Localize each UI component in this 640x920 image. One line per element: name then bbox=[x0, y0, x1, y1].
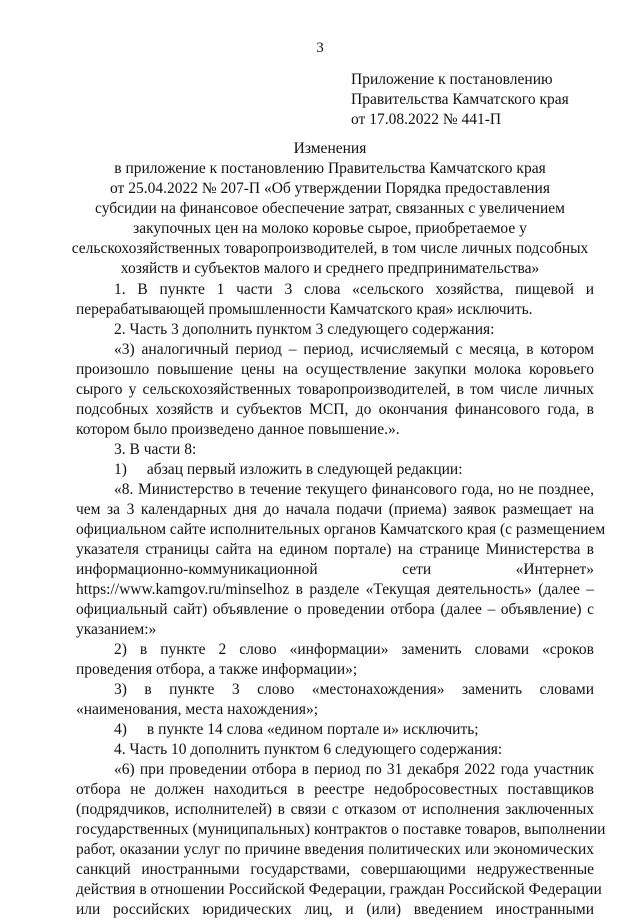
item-number: 1) bbox=[114, 461, 127, 478]
paragraph-11 bbox=[76, 760, 606, 920]
document-body bbox=[76, 280, 606, 920]
text-line: «6) при проведении отбора в период по 31 декабря 2022 года участник bbox=[114, 761, 594, 778]
text-line: котором было произведено данное повышение.». bbox=[76, 421, 400, 438]
text-line: работ, оказании услуг по причине введения политических или экономических bbox=[76, 841, 594, 858]
text-line: 3) в пункте 3 слово «местонахождения» заменить словами bbox=[114, 681, 594, 698]
appendix-line: от 17.08.2022 № 441-П bbox=[351, 111, 502, 128]
text-line: чем за 3 календарных дня до начала подачи (приема) заявок размещает на bbox=[76, 501, 594, 518]
text-line: государственных (муниципальных) контрактов о поставке товаров, выполнении bbox=[76, 821, 606, 838]
title-line: сельскохозяйственных товаропроизводителей, в том числе личных подсобных bbox=[71, 240, 589, 257]
paragraph-9 bbox=[76, 720, 594, 740]
paragraph-7 bbox=[76, 640, 594, 680]
text-line: 1. В пункте 1 части 3 слова «сельского хозяйства, пищевой и bbox=[114, 281, 594, 298]
paragraph-1 bbox=[76, 280, 594, 320]
text-line: сырого у сельскохозяйственных товаропроизводителей, в том числе личных bbox=[76, 381, 594, 398]
appendix-reference bbox=[351, 70, 631, 130]
text-line: 4. Часть 10 дополнить пунктом 6 следующего содержания: bbox=[114, 741, 503, 758]
text-line: информационно-коммуникационной сети «Интернет» bbox=[76, 561, 594, 578]
title-line: субсидии на финансовое обеспечение затрат, связанных с увеличением bbox=[95, 200, 565, 217]
title-line: хозяйств и субъектов малого и среднего предпринимательства» bbox=[120, 260, 540, 277]
text-line: подсобных хозяйств и субъектов МСП, до окончания финансового года, в bbox=[76, 401, 594, 418]
appendix-line: Приложение к постановлению bbox=[351, 71, 553, 88]
text-line: (подрядчиков, исполнителей) в связи с отказом от исполнения заключенных bbox=[76, 801, 594, 818]
paragraph-8 bbox=[76, 680, 594, 720]
paragraph-2 bbox=[76, 320, 594, 340]
document-title bbox=[60, 139, 600, 279]
text-line: проведения отбора, а также информации»; bbox=[76, 661, 358, 678]
title-heading: Изменения bbox=[293, 140, 367, 157]
text-line: указателя страницы сайта на едином портале) на странице Министерства в bbox=[76, 541, 594, 558]
title-line: в приложение к постановлению Правительства Камчатского края bbox=[114, 160, 546, 177]
text-line: 2. Часть 3 дополнить пунктом 3 следующего содержания: bbox=[114, 321, 495, 338]
page-number: 3 bbox=[316, 40, 324, 56]
title-line: закупочных цен на молоко коровье сырое, приобретаемое у bbox=[133, 220, 527, 237]
text-line: отбора не должен находиться в реестре недобросовестных поставщиков bbox=[76, 781, 594, 798]
paragraph-6 bbox=[76, 480, 606, 640]
text-line: указанием:» bbox=[76, 621, 157, 638]
text-line: официальном сайте исполнительных органов Камчатского края (с размещением bbox=[76, 521, 606, 538]
title-line: от 25.04.2022 № 207-П «Об утверждении Порядка предоставления bbox=[110, 180, 550, 197]
text-line: «наименования, места нахождения»; bbox=[76, 701, 319, 718]
text-line: перерабатывающей промышленности Камчатского края» исключить. bbox=[76, 301, 533, 318]
item-number: 4) bbox=[114, 721, 127, 738]
text-line: 3. В части 8: bbox=[114, 441, 197, 458]
text-line: или российских юридических лиц, и (или) введением иностранными bbox=[76, 901, 594, 918]
appendix-line: Правительства Камчатского края bbox=[351, 91, 569, 108]
paragraph-3 bbox=[76, 340, 594, 440]
text-line: санкций иностранными государствами, совершающими недружественные bbox=[76, 861, 594, 878]
item-text: абзац первый изложить в следующей редакции: bbox=[146, 461, 463, 478]
text-line: «8. Министерство в течение текущего финансового года, но не позднее, bbox=[114, 481, 594, 498]
text-line: https://www.kamgov.ru/minselhoz в разделе «Текущая деятельность» (далее – bbox=[76, 581, 594, 598]
text-line: произошло повышение цены на осуществление закупки молока коровьего bbox=[76, 361, 594, 378]
item-text: в пункте 14 слова «едином портале и» исключить; bbox=[146, 721, 479, 738]
text-line: действия в отношении Российской Федерации, граждан Российской Федерации bbox=[76, 881, 602, 898]
text-line: «3) аналогичный период – период, исчисляемый с месяца, в котором bbox=[114, 341, 594, 358]
text-line: официальный сайт) объявление о проведении отбора (далее – объявление) с bbox=[76, 601, 594, 618]
paragraph-4 bbox=[76, 440, 594, 460]
paragraph-10 bbox=[76, 740, 594, 760]
paragraph-5 bbox=[76, 460, 594, 480]
text-line: 2) в пункте 2 слово «информации» заменить словами «сроков bbox=[114, 641, 594, 658]
